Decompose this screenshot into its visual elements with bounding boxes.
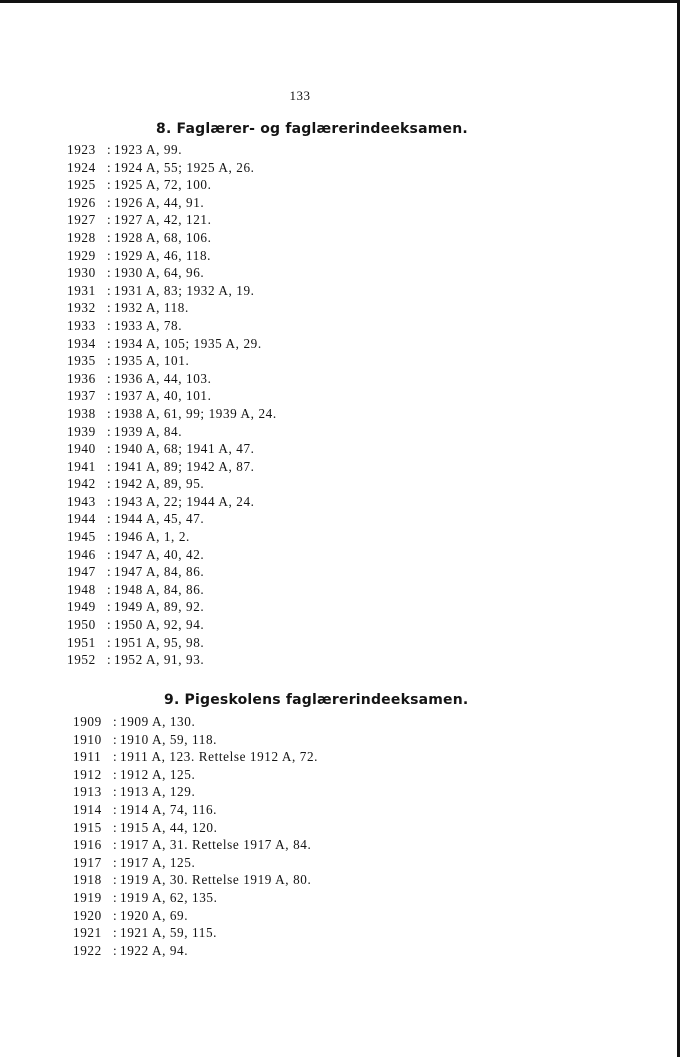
entry-year: 1916: [73, 837, 102, 853]
entry-reference: 1930 A, 64, 96.: [114, 265, 205, 281]
entry-year: 1943: [67, 493, 96, 509]
entry-year: 1948: [67, 581, 96, 597]
list-item: [67, 528, 277, 546]
list-item: [73, 783, 318, 801]
entry-reference: 1914 A, 74, 116.: [120, 801, 218, 817]
entry-separator: :: [113, 801, 118, 817]
entry-year: 1941: [67, 458, 96, 474]
entry-year: 1915: [73, 819, 102, 835]
entry-reference: 1926 A, 44, 91.: [114, 194, 205, 210]
entry-reference: 1910 A, 59, 118.: [120, 731, 218, 747]
entry-reference: 1919 A, 30. Rettelse 1919 A, 80.: [120, 872, 312, 888]
entry-reference: 1931 A, 83; 1932 A, 19.: [114, 282, 255, 298]
entry-reference: 1948 A, 84, 86.: [114, 581, 205, 597]
list-item: [67, 510, 277, 528]
entry-separator: :: [107, 159, 112, 175]
entry-separator: :: [107, 300, 112, 316]
entry-reference: 1949 A, 89, 92.: [114, 599, 205, 615]
list-item: [73, 801, 318, 819]
list-item: [67, 387, 277, 405]
entry-reference: 1947 A, 40, 42.: [114, 546, 205, 562]
list-item: [67, 229, 277, 247]
entry-separator: :: [107, 493, 112, 509]
list-item: [67, 176, 277, 194]
entry-separator: :: [113, 749, 118, 765]
entry-reference: 1909 A, 130.: [120, 714, 196, 729]
entry-reference: 1912 A, 125.: [120, 766, 196, 782]
entry-reference: 1938 A, 61, 99; 1939 A, 24.: [114, 405, 277, 421]
entry-separator: :: [107, 142, 112, 157]
list-item: [67, 581, 277, 599]
list-item: [67, 370, 277, 388]
entry-reference: 1927 A, 42, 121.: [114, 212, 212, 228]
list-item: [73, 819, 318, 837]
entry-reference: 1951 A, 95, 98.: [114, 634, 205, 650]
list-item: [67, 493, 277, 511]
list-item: [73, 889, 318, 907]
list-item: [67, 598, 277, 616]
entry-separator: :: [107, 388, 112, 404]
list-item: [67, 317, 277, 335]
list-item: [67, 563, 277, 581]
entry-separator: :: [113, 819, 118, 835]
list-item: [67, 352, 277, 370]
entry-reference: 1950 A, 92, 94.: [114, 617, 205, 633]
entry-separator: :: [107, 282, 112, 298]
entry-separator: :: [113, 766, 118, 782]
entry-separator: :: [107, 511, 112, 527]
entry-separator: :: [113, 837, 118, 853]
entry-year: 1936: [67, 370, 96, 386]
entry-year: 1919: [73, 889, 102, 905]
list-item: [73, 924, 318, 942]
list-item: [73, 766, 318, 784]
entry-year: 1947: [67, 564, 96, 580]
entry-year: 1940: [67, 441, 96, 457]
entry-year: 1945: [67, 529, 96, 545]
entry-separator: :: [107, 335, 112, 351]
entry-year: 1932: [67, 300, 96, 316]
entry-reference: 1915 A, 44, 120.: [120, 819, 218, 835]
section-heading: 8. Faglærer- og faglærerindeeksamen.: [156, 121, 468, 137]
entry-reference: 1925 A, 72, 100.: [114, 177, 212, 193]
entry-separator: :: [107, 247, 112, 263]
list-item: [67, 634, 277, 652]
entry-year: 1923: [67, 142, 96, 157]
entry-reference: 1947 A, 84, 86.: [114, 564, 205, 580]
entry-reference: 1924 A, 55; 1925 A, 26.: [114, 159, 255, 175]
entry-year: 1913: [73, 784, 102, 800]
entry-list: [73, 713, 318, 959]
entry-separator: :: [107, 529, 112, 545]
entry-separator: :: [107, 441, 112, 457]
entry-reference: 1937 A, 40, 101.: [114, 388, 212, 404]
entry-reference: 1943 A, 22; 1944 A, 24.: [114, 493, 255, 509]
list-item: [73, 871, 318, 889]
entry-year: 1937: [67, 388, 96, 404]
section-heading: 9. Pigeskolens faglærerindeeksamen.: [164, 692, 469, 708]
entry-reference: 1929 A, 46, 118.: [114, 247, 212, 263]
entry-year: 1917: [73, 854, 102, 870]
entry-separator: :: [107, 229, 112, 245]
entry-year: 1927: [67, 212, 96, 228]
entry-reference: 1928 A, 68, 106.: [114, 229, 212, 245]
entry-year: 1934: [67, 335, 96, 351]
entry-reference: 1913 A, 129.: [120, 784, 196, 800]
entry-reference: 1917 A, 125.: [120, 854, 196, 870]
entry-reference: 1936 A, 44, 103.: [114, 370, 212, 386]
list-item: [73, 942, 318, 960]
entry-year: 1949: [67, 599, 96, 615]
entry-year: 1925: [67, 177, 96, 193]
entry-separator: :: [107, 370, 112, 386]
entry-separator: :: [107, 194, 112, 210]
list-item: [67, 141, 277, 159]
entry-separator: :: [107, 634, 112, 650]
entry-year: 1952: [67, 652, 96, 668]
entry-year: 1929: [67, 247, 96, 263]
list-item: [67, 299, 277, 317]
list-item: [67, 264, 277, 282]
entry-reference: 1944 A, 45, 47.: [114, 511, 205, 527]
entry-reference: 1922 A, 94.: [120, 942, 189, 958]
entry-year: 1910: [73, 731, 102, 747]
list-item: [67, 282, 277, 300]
entry-year: 1930: [67, 265, 96, 281]
entry-year: 1918: [73, 872, 102, 888]
entry-year: 1944: [67, 511, 96, 527]
entry-separator: :: [107, 353, 112, 369]
list-item: [67, 475, 277, 493]
entry-separator: :: [107, 564, 112, 580]
list-item: [67, 335, 277, 353]
list-item: [67, 440, 277, 458]
entry-reference: 1935 A, 101.: [114, 353, 190, 369]
entry-separator: :: [107, 317, 112, 333]
entry-separator: :: [107, 423, 112, 439]
entry-reference: 1942 A, 89, 95.: [114, 476, 205, 492]
list-item: [67, 546, 277, 564]
entry-year: 1938: [67, 405, 96, 421]
entry-separator: :: [113, 854, 118, 870]
entry-year: 1928: [67, 229, 96, 245]
entry-list: [67, 141, 277, 669]
list-item: [67, 651, 277, 669]
entry-separator: :: [113, 907, 118, 923]
list-item: [73, 748, 318, 766]
entry-separator: :: [107, 581, 112, 597]
entry-separator: :: [107, 476, 112, 492]
entry-reference: 1911 A, 123. Rettelse 1912 A, 72.: [120, 749, 319, 765]
list-item: [67, 405, 277, 423]
entry-separator: :: [113, 925, 118, 941]
entry-year: 1935: [67, 353, 96, 369]
entry-year: 1950: [67, 617, 96, 633]
list-item: [67, 423, 277, 441]
entry-reference: 1952 A, 91, 93.: [114, 652, 205, 668]
page-number: 133: [289, 88, 311, 103]
entry-year: 1921: [73, 925, 102, 941]
entry-reference: 1939 A, 84.: [114, 423, 183, 439]
entry-reference: 1923 A, 99.: [114, 142, 183, 157]
entry-reference: 1933 A, 78.: [114, 317, 183, 333]
entry-year: 1942: [67, 476, 96, 492]
entry-year: 1920: [73, 907, 102, 923]
list-item: [67, 458, 277, 476]
entry-reference: 1919 A, 62, 135.: [120, 889, 218, 905]
list-item: [73, 854, 318, 872]
entry-reference: 1917 A, 31. Rettelse 1917 A, 84.: [120, 837, 312, 853]
entry-separator: :: [107, 652, 112, 668]
entry-separator: :: [107, 405, 112, 421]
entry-year: 1912: [73, 766, 102, 782]
entry-year: 1911: [73, 749, 102, 765]
entry-reference: 1941 A, 89; 1942 A, 87.: [114, 458, 255, 474]
entry-separator: :: [107, 212, 112, 228]
list-item: [67, 247, 277, 265]
list-item: [73, 731, 318, 749]
entry-separator: :: [113, 714, 118, 729]
entry-separator: :: [107, 177, 112, 193]
list-item: [67, 194, 277, 212]
entry-year: 1926: [67, 194, 96, 210]
list-item: [67, 211, 277, 229]
entry-year: 1939: [67, 423, 96, 439]
entry-separator: :: [113, 889, 118, 905]
entry-year: 1933: [67, 317, 96, 333]
list-item: [67, 159, 277, 177]
entry-separator: :: [107, 546, 112, 562]
entry-reference: 1946 A, 1, 2.: [114, 529, 190, 545]
page-border-top: [0, 0, 680, 3]
entry-year: 1909: [73, 714, 102, 729]
entry-separator: :: [113, 942, 118, 958]
entry-year: 1931: [67, 282, 96, 298]
entry-separator: :: [107, 617, 112, 633]
entry-reference: 1940 A, 68; 1941 A, 47.: [114, 441, 255, 457]
entry-separator: :: [113, 872, 118, 888]
list-item: [67, 616, 277, 634]
entry-reference: 1932 A, 118.: [114, 300, 189, 316]
entry-reference: 1921 A, 59, 115.: [120, 925, 218, 941]
entry-separator: :: [107, 599, 112, 615]
entry-year: 1922: [73, 942, 102, 958]
entry-year: 1924: [67, 159, 96, 175]
entry-year: 1946: [67, 546, 96, 562]
list-item: [73, 907, 318, 925]
entry-year: 1914: [73, 801, 102, 817]
entry-year: 1951: [67, 634, 96, 650]
list-item: [73, 836, 318, 854]
entry-reference: 1934 A, 105; 1935 A, 29.: [114, 335, 262, 351]
entry-reference: 1920 A, 69.: [120, 907, 189, 923]
entry-separator: :: [113, 731, 118, 747]
list-item: [73, 713, 318, 731]
entry-separator: :: [107, 458, 112, 474]
entry-separator: :: [113, 784, 118, 800]
entry-separator: :: [107, 265, 112, 281]
